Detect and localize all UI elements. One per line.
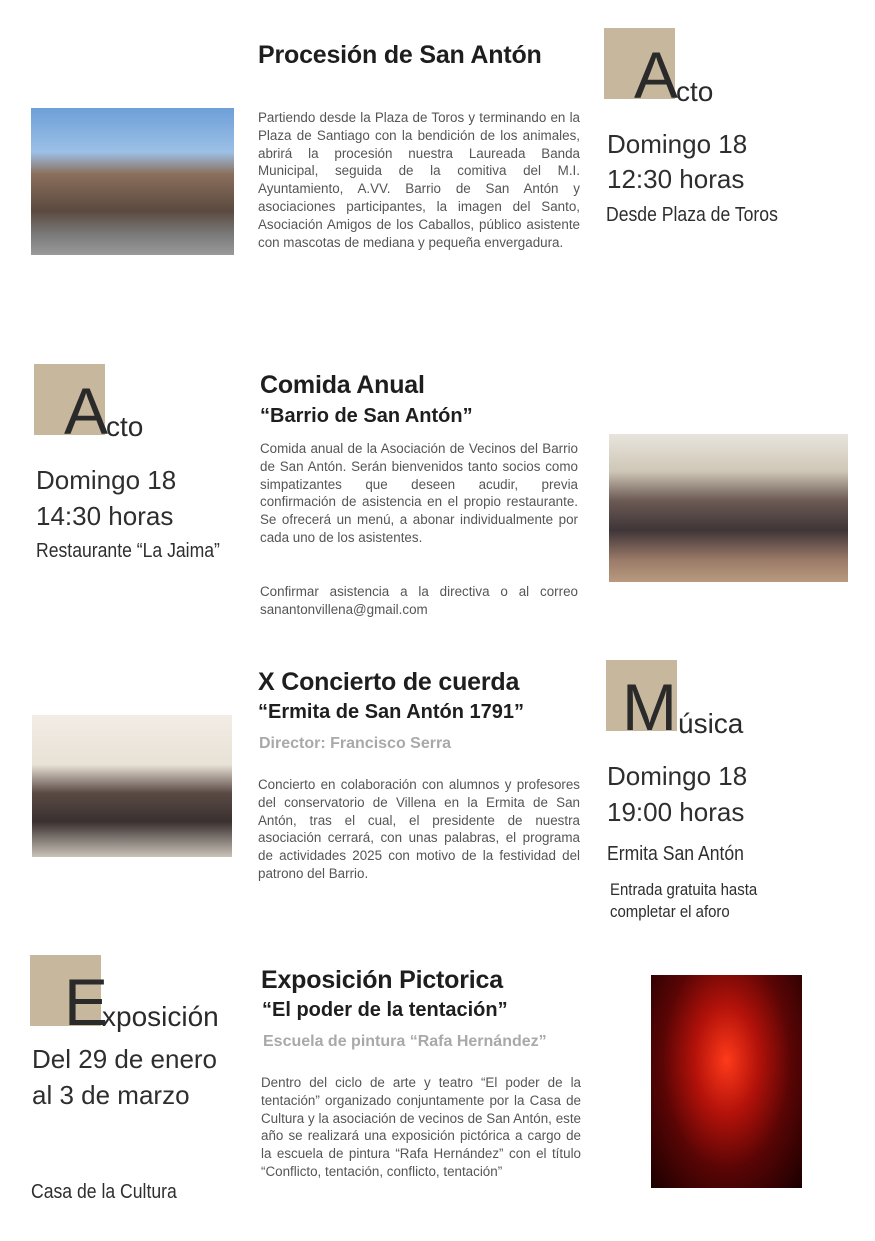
event-subtitle: “Barrio de San Antón” bbox=[260, 405, 473, 427]
note-line: Entrada gratuita hasta bbox=[610, 880, 758, 899]
event-title: Comida Anual bbox=[260, 371, 425, 399]
category-label: cto bbox=[106, 411, 144, 442]
event-date: Domingo 18 bbox=[607, 761, 748, 791]
event-subtitle: “Ermita de San Antón 1791” bbox=[258, 701, 524, 723]
event-time: 14:30 horas bbox=[36, 501, 174, 531]
event-description: Partiendo desde la Plaza de Toros y terminando en la Plaza de Santiago con la bendición de los animales, abrirá la procesión nuestra Laureada Banda Municipal, seguida de la comitiva del M.I. Ayuntamiento, A.VV. Barrio de San Antón y asociaciones participantes, la imagen del Santo, Asociación Amigos de los Caballos, público asistente con mascotas de mediana y pequeña envergadura. bbox=[258, 110, 580, 250]
event-time: 19:00 horas bbox=[607, 797, 745, 827]
event-date: Del 29 de enero bbox=[32, 1044, 218, 1074]
category-initial: M bbox=[622, 670, 677, 744]
event-place: Restaurante “La Jaima” bbox=[36, 540, 220, 562]
category-initial: E bbox=[64, 965, 109, 1039]
category-initial: A bbox=[64, 374, 109, 448]
category-label: úsica bbox=[678, 708, 744, 739]
event-subtitle: “El poder de la tentación” bbox=[262, 999, 508, 1021]
event-description: Concierto en colaboración con alumnos y profesores del conservatorio de Villena en la Ermita de San Antón, tras el cual, el presidente de nuestra asociación cerrará, con unas palabras, el programa de actividades 2025 con motivo de la festividad del patrono del Barrio. bbox=[258, 777, 580, 881]
event-director: Director: Francisco Serra bbox=[259, 735, 452, 752]
event-place: Desde Plaza de Toros bbox=[606, 204, 778, 226]
event-title: X Concierto de cuerda bbox=[258, 668, 520, 696]
event-description: Dentro del ciclo de arte y teatro “El poder de la tentación” organizado conjuntamente por la Casa de Cultura y la asociación de vecinos de San Antón, este año se realizará una exposición pictórica a cargo de la escuela de pintura “Rafa Hernández” con el título “Conflicto, tentación, conflicto, tentación” bbox=[261, 1075, 581, 1179]
concert-photo bbox=[32, 715, 232, 857]
procession-photo bbox=[31, 108, 234, 255]
event-school: Escuela de pintura “Rafa Hernández” bbox=[263, 1033, 547, 1050]
event-place: Casa de la Cultura bbox=[31, 1181, 177, 1203]
event-contact: Confirmar asistencia a la directiva o al correo sanantonvillena@gmail.com bbox=[260, 584, 578, 617]
event-title: Exposición Pictorica bbox=[261, 966, 503, 994]
event-date: Domingo 18 bbox=[607, 129, 748, 159]
event-title: Procesión de San Antón bbox=[258, 41, 542, 69]
category-label: cto bbox=[676, 76, 714, 107]
event-date-end: al 3 de marzo bbox=[32, 1080, 190, 1110]
event-time: 12:30 horas bbox=[607, 164, 745, 194]
event-note bbox=[610, 879, 757, 923]
dinner-group-photo bbox=[609, 434, 848, 582]
category-initial: A bbox=[634, 38, 679, 112]
note-line: completar el aforo bbox=[610, 902, 730, 921]
event-date: Domingo 18 bbox=[36, 465, 177, 495]
category-label: xposición bbox=[102, 1001, 219, 1032]
painting-image bbox=[651, 975, 802, 1188]
event-description: Comida anual de la Asociación de Vecinos del Barrio de San Antón. Serán bienvenidos tanto socios como simpatizantes que deseen acudir, previa confirmación de asistencia en el propio restaurante. Se ofrecerá un menú, a abonar individualmente por cada uno de los asistentes. bbox=[260, 441, 578, 545]
event-place: Ermita San Antón bbox=[607, 843, 744, 865]
